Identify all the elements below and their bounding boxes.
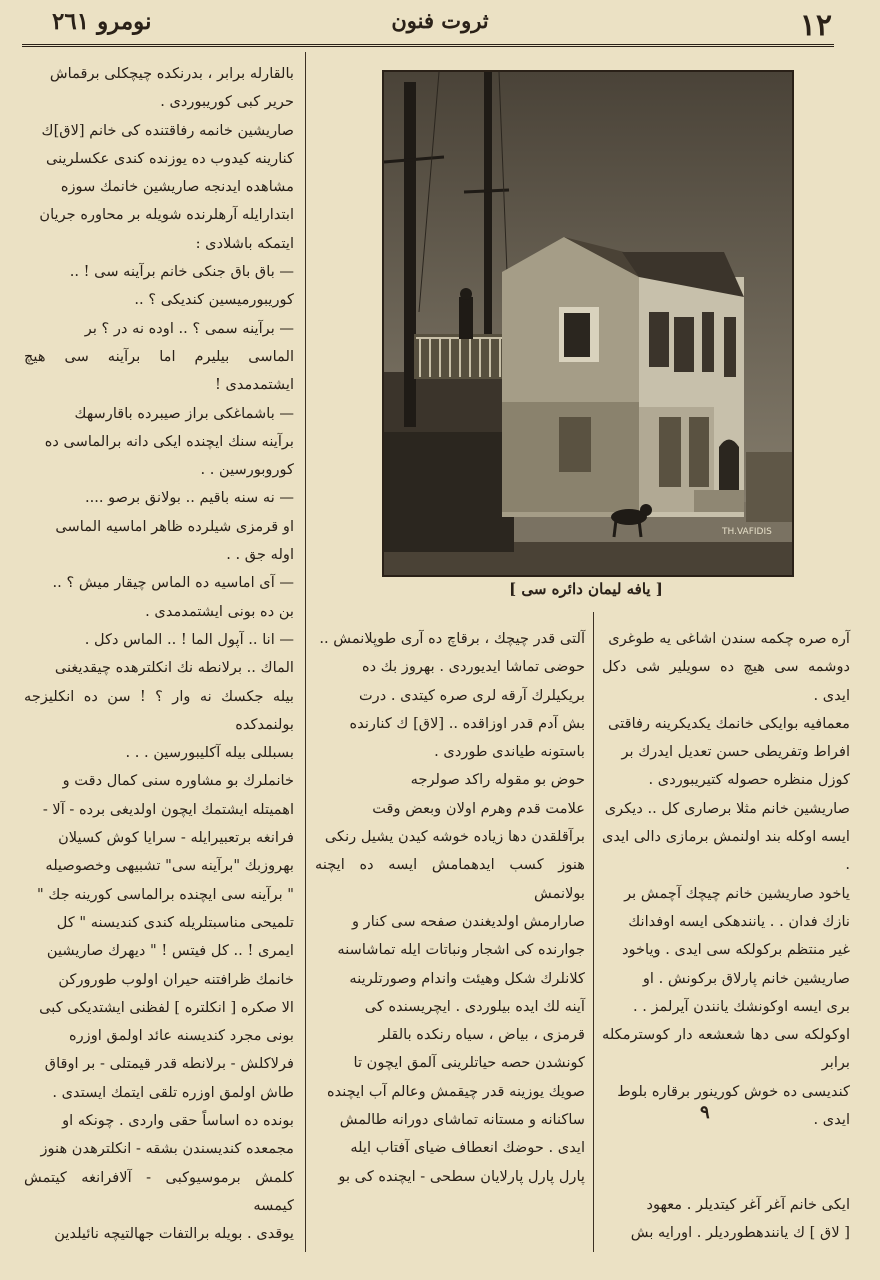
page-number: ١٢ [799,8,832,43]
journal-title: ثروت فنون [391,8,489,33]
text-line: ايدى . [813,1111,850,1129]
text-line: بريكيلرك آرقه لرى صره كيتدى . درت [358,686,585,704]
text-line: مجمعده كنديسندن بشقه - انكلترهدن هنوز [40,1140,294,1158]
text-line: — باق باق جنكى خانم برآينه سى ! .. [69,263,294,281]
text-line [602,1163,850,1191]
text-line: كوروبورسين . . [200,461,294,479]
text-line: فرلاكلش - برلانطه قدر قيمتلى - بر اوقاق [44,1055,294,1073]
header-rule [22,44,834,47]
text-line: باستونه طياندى طوردى . [434,743,585,761]
text-line: — نه سنه باقيم .. بولانق برصو .... [84,489,294,507]
text-line: كنديسى ده خوش كورينور برقاره بلوط [617,1082,850,1100]
text-line: بن ده بونى ايشتمدمدى . [145,602,294,620]
text-column-left [24,60,294,1248]
text-line [602,1134,850,1162]
text-line: [ لاق ] ك يانندهطورديلر . اورايه بش [630,1224,850,1242]
text-line: اوكولكه سى دها شعشعه دار كوسترمكله برابر [602,1026,850,1072]
text-line: حوضى تماشا ايديوردى . بهروز بك ده [362,658,585,676]
text-line: پارل پارل پارلايان سطحى - ايچنده كى بو [338,1167,585,1185]
text-line: بونى مجرد كنديسنه عائد اولمق اوزره [68,1027,294,1045]
text-line: آلتى قدر چيچك ، برقاچ ده آرى طوپلانمش .. [319,630,585,647]
text-line: برآقلقدن دها زياده خوشه كيدن يشيل رنكى [324,828,585,846]
text-line: برآينه سنك ايچنده ايكى دانه برالماسى ده [44,432,294,450]
text-column-middle [315,625,585,1191]
text-line: او قرمزى شيلرده ظاهر اماسيه الماسى [55,517,294,535]
text-line: كوريبورميسين كنديكى ؟ .. [134,291,294,309]
text-line: — باشماغكى براز صيبرده باقارسهك [74,404,294,422]
text-line: بيله جكسك نه وار ؟ ! سن ده انكليزجه بولنمدكده [24,687,294,733]
text-line: كونشدن حصه حياتلرينى آلمق ايچون تا [353,1054,585,1072]
text-line: تلميحى مناسبتلريله كندى كنديسنه " كل [56,913,294,931]
issue-number: نومرو ٢٦١ [52,8,152,35]
text-line: اهميتله ايشتمك ايچون اولديغى برده - آلا - [42,800,294,818]
text-line: الماك .. برلانطه نك انكلترهده چيقديغنى [54,659,294,677]
text-line: الماسى بيليرم اما برآينه سى هيچ ايشتمدمدى ! [24,347,294,394]
text-line: حوض بو مقوله راكد صولرجه [410,771,585,789]
text-line: يوقدى . بويله برالتفات جهالتيچه نائيلدين [54,1225,294,1243]
text-line: " برآينه سى ايچنده برالماسى كورينه جك " [36,885,294,903]
text-line: جوارنده كى اشجار ونباتات ايله تماشاسنه [337,941,585,959]
text-line: صويك يوزينه قدر چيقمش وعالم آب ايچنده [327,1082,585,1100]
text-line: برى ايسه اوكونشك يانندن آيرلمز . . [632,997,850,1015]
text-line: الا صكره [ انكلتره ] لفظنى ايشتديكى كبى [39,998,294,1016]
text-line: طاش اولمق اوزره تلقى ايتمك ايستدى . [52,1083,294,1101]
text-column-right [602,625,850,1248]
text-line: صاريشين خانم پارلاق بركونش . او [642,969,850,987]
text-line: ساكنانه و مستانه تماشاى دورانه طالمش [339,1111,585,1129]
page-header [20,6,860,42]
text-line: اوله جق . . [226,546,294,564]
text-line: بهروزبك "برآينه سى" تشبيهى وخصوصيله [45,857,294,875]
text-line: علامت قدم وهرم اولان وبعض وقت [372,799,585,817]
text-line: ايسه اوكله بند اولنمش برمازى دالى ايدى . [602,828,850,874]
text-line: ايتمكه باشلادى : [195,234,294,252]
text-line: كوزل منظره حصوله كتيريبوردى . [648,771,850,789]
text-line: كنارينه كيدوب ده يوزنده كندى عكسلرينى [45,149,294,167]
text-line: — آى اماسيه ده الماس چيقار ميش ؟ .. [52,574,294,592]
text-line: — انا .. آپول الما ! .. الماس دكل . [84,630,294,648]
text-line: ايمرى ! .. كل فيتس ! " ديهرك صاريشين [46,942,294,960]
text-line: خانملرك بو مشاوره سنى كمال دقت و [62,772,294,790]
text-line: بسبللى بيله آكليبورسين . . . [125,744,294,762]
text-line: قرمزى ، بياض ، سياه رنكده بالقلر [378,1026,585,1044]
column-divider-left [305,52,306,1252]
text-line: كلمش برموسيوكبى - آلافرانغه كيتمش كيمسه [24,1168,294,1214]
figure-caption: [ يافه ليمان دائره سى ] [509,580,663,598]
text-line: صاريشين خانم مثلا برصارى كل .. ديكرى [604,799,850,817]
text-line: فرانغه برتعبيرايله - سرايا كوش كسيلان [58,829,294,847]
text-line: — برآينه سمى ؟ .. اوده نه در ؟ بر [84,319,294,337]
text-line: معمافيه بوايكى خانمك يكديكرينه رفاقتى [608,714,850,732]
text-line: ايكى خانم آغر آغر كيتديلر . معهود [646,1195,850,1213]
text-line: آره صره چكمه سندن اشاغى يه طوغرى [608,630,850,647]
text-line: حرير كبى كوريبوردى . [160,93,294,111]
section-number: ٩ [700,1102,710,1123]
text-line: صارارمش اولديغندن صفحه سى كنار و [351,912,585,930]
text-line: هنوز كسب ايدهمامش ايسه ده ايچنه بولانمش [315,856,585,902]
text-line: غير منتظم بركولكه سى ايدى . وياخود [621,941,850,959]
text-line: صاريشين خانمه رفاقتنده كى خانم [لاق]ك [41,121,294,139]
text-line: ابتدارايله آرهلرنده شويله بر محاوره جريان [39,206,294,224]
text-line: بونده ده اساساً حقى واردى . چونكه او [62,1111,294,1129]
photographer-signature: TH.VAFIDIS [722,527,772,537]
text-line: نازك فدان . . يانندهكى ايسه اوفدانك [628,912,850,930]
text-line: افراط وتفريطى حسن تعديل ايدرك بر [621,743,850,761]
text-line: آينه لك ايده بيلوردى . ايچريسنده كى [364,997,585,1015]
text-line: كلانلرك شكل وهيئت واندام وصورتلرينه [349,969,585,987]
column-divider-right [593,612,594,1252]
photograph-jaffa-port-office [382,70,794,577]
text-line: ياخود صاريشين خانم چيچك آچمش بر [624,884,850,902]
text-line: خانمك ظرافتنه حيران اولوب طوروركن [58,970,294,988]
text-line: بش آدم قدر اوزاقده .. [لاق] ك كنارنده [349,714,585,732]
text-line: دوشمه سى هيچ ده سويلير شى دكل ايدى . [602,658,850,704]
text-line: ايدى . حوضك انعطاف ضياى آفتاب ايله [350,1139,585,1157]
text-line: مشاهده ايدنجه صاريشين خانمك سوزه [60,178,294,196]
text-line: بالقارله برابر ، بدرنكده چيچكلى برقماش [49,65,294,82]
